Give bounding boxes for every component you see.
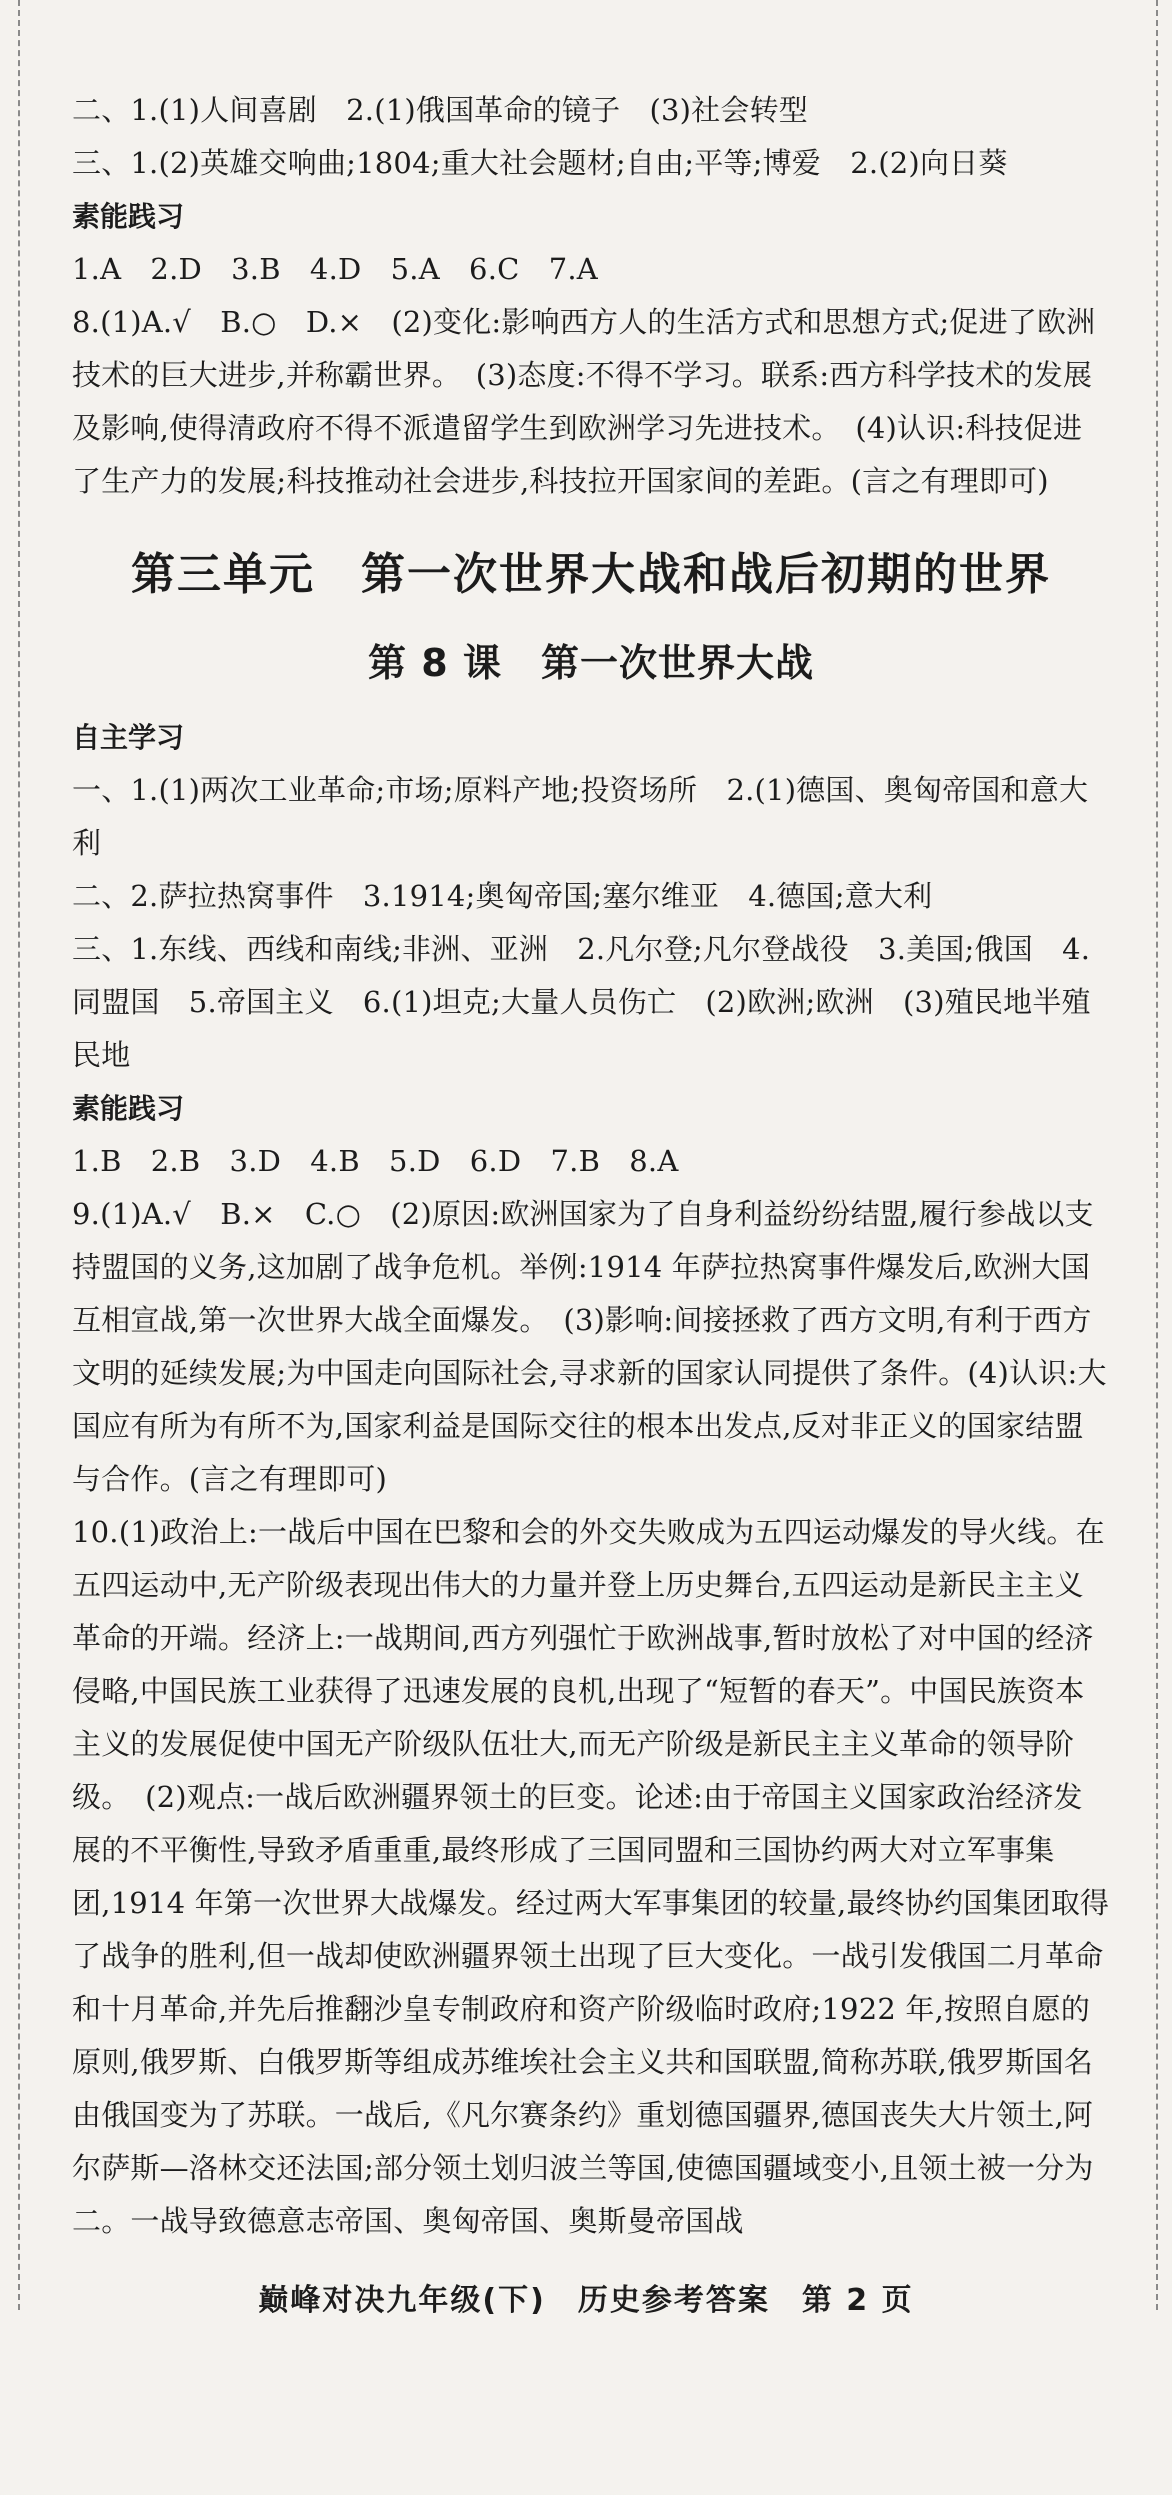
self-study-line-2: 二、2.萨拉热窝事件 3.1914;奥匈帝国;塞尔维亚 4.德国;意大利 xyxy=(72,879,933,913)
question-8-answer: 8.(1)A.√ B.○ D.× (2)变化:影响西方人的生活方式和思想方式;促进了欧洲技术的巨大进步,并称霸世界。 (3)态度:不得不学习。联系:西方科学技术的发展及影响,使得清政府不得不派遣留学生到欧洲学习先进技术。 (4)认识:科技促进了生产力的发展;科技推动社会进步,科技拉开国家间的差距。(言之有理即可) xyxy=(72,305,1096,498)
answer-line-2-1: 二、1.(1)人间喜剧 2.(1)俄国革命的镜子 (3)社会转型 xyxy=(72,93,808,127)
lesson-title: 第 8 课 第一次世界大战 xyxy=(368,641,814,685)
practice-heading-2: 素能践习 xyxy=(72,1092,185,1125)
self-study-heading: 自主学习 xyxy=(72,721,185,754)
practice-answers: 1.A 2.D 3.B 4.D 5.A 6.C 7.A xyxy=(72,252,598,286)
self-study-line-1: 一、1.(1)两次工业革命;市场;原料产地;投资场所 2.(1)德国、奥匈帝国和意大利 xyxy=(72,773,1089,860)
answer-line-3-1: 三、1.(2)英雄交响曲;1804;重大社会题材;自由;平等;博爱 2.(2)向日葵 xyxy=(72,146,1008,180)
page-frame xyxy=(18,0,1158,2310)
practice-heading: 素能践习 xyxy=(72,200,185,233)
practice-answers-2: 1.B 2.B 3.D 4.B 5.D 6.D 7.B 8.A xyxy=(72,1144,679,1178)
unit-title: 第三单元 第一次世界大战和战后初期的世界 xyxy=(131,549,1051,600)
question-9-answer: 9.(1)A.√ B.× C.○ (2)原因:欧洲国家为了自身利益纷纷结盟,履行参战以支持盟国的义务,这加剧了战争危机。举例:1914 年萨拉热窝事件爆发后,欧洲大国互相宣战,第一次世界大战全面爆发。 (3)影响:间接拯救了西方文明,有利于西方文明的延续发展;为中国走向国际社会,寻求新的国家认同提供了条件。(4)认识:大国应有所为有所不为,国家利益是国际交往的根本出发点,反对非正义的国家结盟与合作。(言之有理即可) xyxy=(72,1197,1107,1496)
self-study-line-3: 三、1.东线、西线和南线;非洲、亚洲 2.凡尔登;凡尔登战役 3.美国;俄国 4.同盟国 5.帝国主义 6.(1)坦克;大量人员伤亡 (2)欧洲;欧洲 (3)殖民地半殖民地 xyxy=(72,932,1091,1072)
page-footer: 巅峰对决九年级(下) 历史参考答案 第 2 页 xyxy=(258,2283,914,2318)
question-10-answer: 10.(1)政治上:一战后中国在巴黎和会的外交失败成为五四运动爆发的导火线。在五四运动中,无产阶级表现出伟大的力量并登上历史舞台,五四运动是新民主主义革命的开端。经济上:一战期间,西方列强忙于欧洲战事,暂时放松了对中国的经济侵略,中国民族工业获得了迅速发展的良机,出现了“短暂的春天”。中国民族资本主义的发展促使中国无产阶级队伍壮大,而无产阶级是新民主主义革命的领导阶级。 (2)观点:一战后欧洲疆界领土的巨变。论述:由于帝国主义国家政治经济发展的不平衡性,导致矛盾重重,最终形成了三国同盟和三国协约两大对立军事集团,1914 年第一次世界大战爆发。经过两大军事集团的较量,最终协约国集团取得了战争的胜利,但一战却使欧洲疆界领土出现了巨大变化。一战引发俄国二月革命和十月革命,并先后推翻沙皇专制政府和资产阶级临时政府;1922 年,按照自愿的原则,俄罗斯、白俄罗斯等组成苏维埃社会主义共和国联盟,简称苏联,俄罗斯国名由俄国变为了苏联。一战后,《凡尔赛条约》重划德国疆界,德国丧失大片领土,阿尔萨斯—洛林交还法国;部分领土划归波兰等国,使德国疆域变小,且领土被一分为二。一战导致德意志帝国、奥匈帝国、奥斯曼帝国战 xyxy=(72,1515,1110,2238)
answer-content xyxy=(72,84,1110,2248)
